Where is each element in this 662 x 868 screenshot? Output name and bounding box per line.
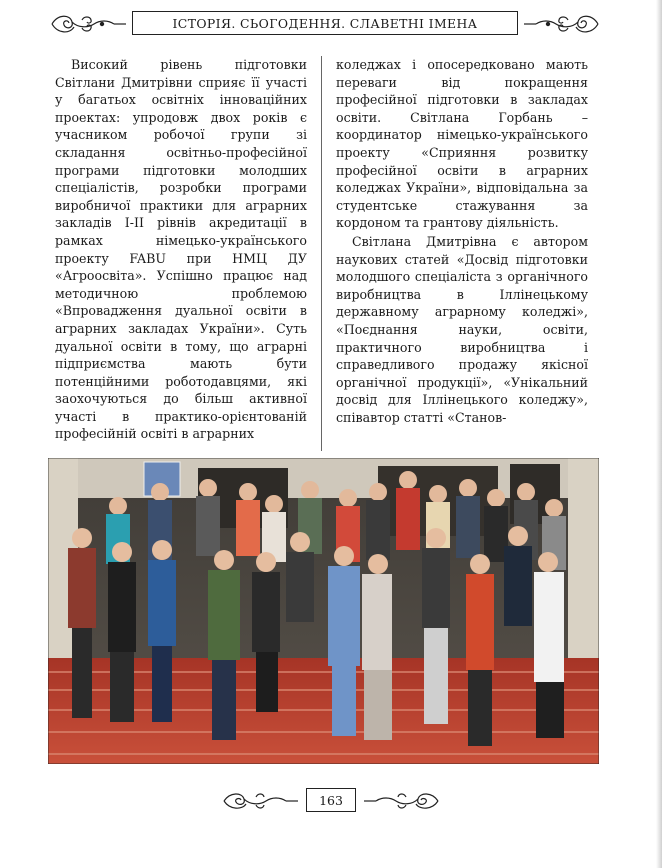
group-photo: [48, 458, 599, 764]
page-footer: [220, 788, 442, 814]
running-header: [48, 8, 602, 40]
paragraph: коледжах і опосередковано мають переваги від покращення професійної підготовки в закладах освіти. Світлана Горбань – координатор німецько-українського проекту «Сприяння розвитку професійної освіти в аграрних коледжах України», відповідальна за студентське стажування за кордоном та грантову діяльність.: [336, 57, 588, 231]
text-column-right: [336, 56, 588, 426]
header-title-frame: [132, 11, 518, 35]
paragraph: Світлана Дмитрівна є автором наукових статей «Досвід підготовки молодшого спеціаліста з органічного виробництва в Іллінецькому державному аграрному коледжі», «Поєднання науки, освіти, практичного виробництва і справедливого продажу якісної органічної продукції», «Унікальний досвід для Іллінецького коледжу», співавтор статті «Станов-: [336, 233, 588, 425]
scroll-ornament-icon: [522, 12, 602, 36]
paragraph: Високий рівень підготовки Світлани Дмитрівни сприяє її участі у багатьох освітніх інноваційних проектах: упродовж двох років є учасником робочої групи зі складання освітньо-професійної програми підготовки молодших спеціалістів, розробки програми виробничої практики для аграрних закладів І-ІІ рівнів акредитації в рамках німецько-українського проекту FABU при НМЦ ДУ «Агроосвіта». Успішно працює над методичною проблемою «Впровадження дуальної освіти в аграрних закладах України». Суть дуальної освіти в тому, що аграрні підприємства мають бути потенційними роботодавцями, які заохочуються до більш активної участі в практико-орієнтованій професійній освіті в аграрних: [55, 57, 307, 442]
column-divider: [321, 56, 322, 451]
text-column-left: [55, 56, 307, 443]
header-title: ІСТОРІЯ. СЬОГОДЕННЯ. СЛАВЕТНІ ІМЕНА: [172, 15, 478, 31]
scroll-ornament-icon: [362, 791, 442, 811]
page-number: 163: [306, 788, 356, 812]
scroll-ornament-icon: [220, 791, 300, 811]
scroll-ornament-icon: [48, 12, 128, 36]
page-edge-shadow: [656, 0, 662, 868]
